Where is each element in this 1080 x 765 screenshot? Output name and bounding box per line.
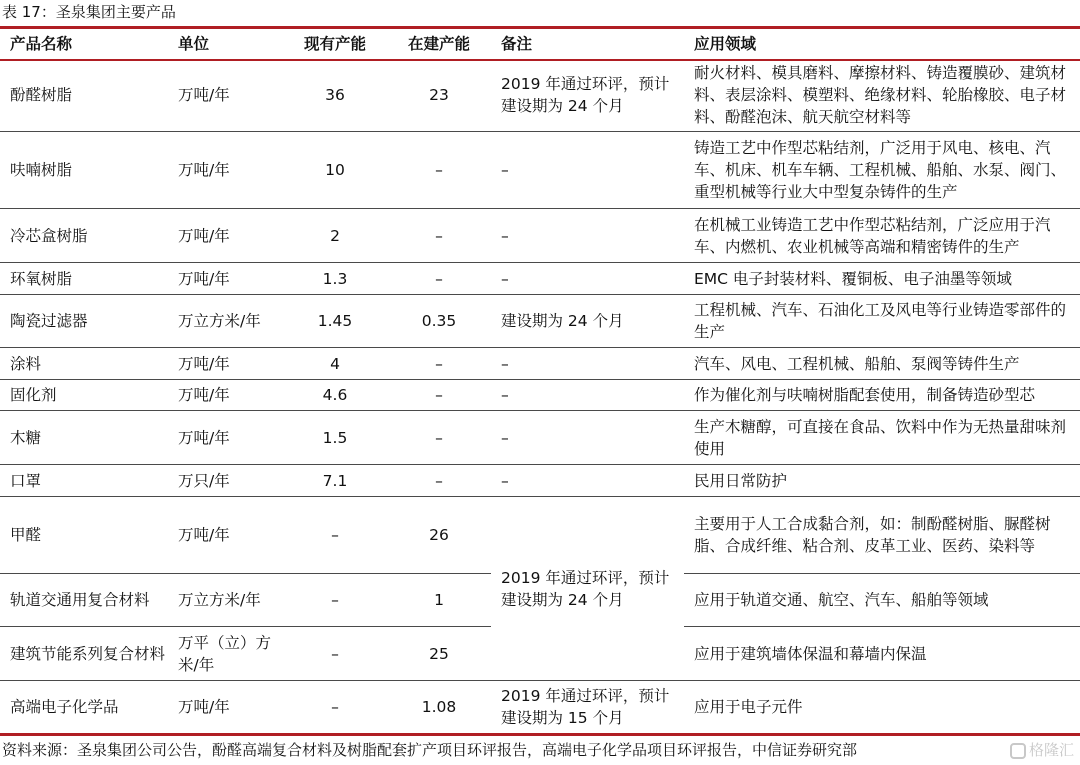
table-row bbox=[0, 348, 1080, 380]
cell-building: 1.08 bbox=[421, 697, 457, 716]
cell-building: – bbox=[387, 263, 491, 295]
table-row bbox=[0, 411, 1080, 465]
header-building-capacity: 在建产能 bbox=[407, 35, 470, 53]
cell-current: 1.45 bbox=[283, 295, 387, 348]
watermark-text: 格隆汇 bbox=[1028, 741, 1074, 759]
cell-current: – bbox=[331, 697, 339, 716]
cell-building: 26 bbox=[387, 497, 491, 574]
cell-note: 建设期为 24 个月 bbox=[491, 295, 684, 348]
cell-building: 0.35 bbox=[387, 295, 491, 348]
cell-building: 23 bbox=[387, 59, 491, 132]
cell-note: – bbox=[491, 348, 684, 380]
cell-note: – bbox=[491, 132, 684, 209]
cell-unit: 万平（立）方米/年 bbox=[168, 627, 283, 681]
cell-unit: 万吨/年 bbox=[168, 209, 283, 263]
cell-name: 固化剂 bbox=[0, 380, 168, 411]
bottom-rule bbox=[0, 733, 1080, 736]
cell-note: – bbox=[491, 411, 684, 465]
cell-note: – bbox=[491, 263, 684, 295]
cell-building: 1 bbox=[387, 574, 491, 627]
cell-note: 2019 年通过环评，预计建设期为 24 个月 bbox=[491, 59, 684, 132]
cell-building: – bbox=[387, 209, 491, 263]
cell-building: – bbox=[387, 348, 491, 380]
cell-name: 建筑节能系列复合材料 bbox=[0, 627, 168, 681]
cell-application: 汽车、风电、工程机械、船舶、泵阀等铸件生产 bbox=[684, 348, 1080, 380]
header-row bbox=[0, 29, 1080, 59]
cell-application: 主要用于人工合成黏合剂，如：制酚醛树脂、脲醛树脂、合成纤维、粘合剂、皮革工业、医药、染料等 bbox=[684, 497, 1080, 574]
table-row bbox=[0, 380, 1080, 411]
cell-unit: 万吨/年 bbox=[178, 697, 230, 716]
cell-application: 工程机械、汽车、石油化工及风电等行业铸造零部件的生产 bbox=[684, 295, 1080, 348]
cell-unit: 万立方米/年 bbox=[168, 574, 283, 627]
header-unit: 单位 bbox=[178, 35, 210, 53]
header-current-capacity: 现有产能 bbox=[303, 35, 366, 53]
table-row bbox=[0, 209, 1080, 263]
products-table bbox=[0, 29, 1080, 732]
header-name: 产品名称 bbox=[10, 35, 73, 53]
cell-current: 4 bbox=[283, 348, 387, 380]
cell-name: 甲醛 bbox=[0, 497, 168, 574]
cell-name: 轨道交通用复合材料 bbox=[0, 574, 168, 627]
cell-application: 在机械工业铸造工艺中作型芯粘结剂，广泛应用于汽车、内燃机、农业机械等高端和精密铸件的生产 bbox=[684, 209, 1080, 263]
cell-application: 生产木糖醇，可直接在食品、饮料中作为无热量甜味剂使用 bbox=[684, 411, 1080, 465]
cell-name: 高端电子化学品 bbox=[10, 697, 119, 716]
cell-building: – bbox=[387, 132, 491, 209]
cell-name: 涂料 bbox=[0, 348, 168, 380]
table-row bbox=[0, 681, 1080, 733]
cell-note: 2019 年通过环评，预计建设期为 15 个月 bbox=[501, 686, 670, 727]
cell-current: 4.6 bbox=[283, 380, 387, 411]
watermark bbox=[1010, 738, 1074, 762]
table-row bbox=[0, 295, 1080, 348]
cell-current: 1.5 bbox=[283, 411, 387, 465]
cell-note: – bbox=[491, 209, 684, 263]
watermark-logo-icon bbox=[1010, 743, 1026, 759]
cell-current: 2 bbox=[283, 209, 387, 263]
table-caption: 表 17：圣泉集团主要产品 bbox=[2, 3, 176, 21]
cell-current: 7.1 bbox=[283, 465, 387, 497]
cell-name: 冷芯盒树脂 bbox=[0, 209, 168, 263]
cell-application: 应用于建筑墙体保温和幕墙内保温 bbox=[684, 627, 1080, 681]
cell-application: 应用于电子元件 bbox=[694, 697, 803, 716]
cell-building: – bbox=[387, 380, 491, 411]
cell-current: 36 bbox=[283, 59, 387, 132]
cell-unit: 万立方米/年 bbox=[168, 295, 283, 348]
cell-unit: 万吨/年 bbox=[168, 348, 283, 380]
cell-unit: 万吨/年 bbox=[168, 380, 283, 411]
cell-current: 10 bbox=[283, 132, 387, 209]
cell-note: – bbox=[491, 380, 684, 411]
cell-building: – bbox=[387, 465, 491, 497]
cell-note: – bbox=[491, 465, 684, 497]
cell-name: 陶瓷过滤器 bbox=[0, 295, 168, 348]
cell-current: 1.3 bbox=[283, 263, 387, 295]
cell-name: 呋喃树脂 bbox=[0, 132, 168, 209]
cell-current: – bbox=[283, 627, 387, 681]
cell-name: 环氧树脂 bbox=[0, 263, 168, 295]
cell-unit: 万吨/年 bbox=[168, 497, 283, 574]
table-row bbox=[0, 497, 1080, 574]
cell-unit: 万吨/年 bbox=[168, 132, 283, 209]
table-row bbox=[0, 132, 1080, 209]
cell-name: 酚醛树脂 bbox=[0, 59, 168, 132]
header-note: 备注 bbox=[501, 35, 533, 53]
cell-note-merged: 2019 年通过环评，预计建设期为 24 个月 bbox=[491, 497, 684, 681]
cell-unit: 万吨/年 bbox=[168, 59, 283, 132]
cell-application: 铸造工艺中作型芯粘结剂，广泛用于风电、核电、汽车、机床、机车车辆、工程机械、船舶、水泵、阀门、重型机械等行业大中型复杂铸件的生产 bbox=[684, 132, 1080, 209]
table-row bbox=[0, 465, 1080, 497]
table-row bbox=[0, 263, 1080, 295]
table-row bbox=[0, 59, 1080, 132]
cell-unit: 万吨/年 bbox=[168, 411, 283, 465]
cell-building: 25 bbox=[387, 627, 491, 681]
cell-unit: 万只/年 bbox=[168, 465, 283, 497]
cell-name: 口罩 bbox=[0, 465, 168, 497]
cell-building: – bbox=[387, 411, 491, 465]
cell-current: – bbox=[283, 497, 387, 574]
cell-current: – bbox=[283, 574, 387, 627]
cell-application: 应用于轨道交通、航空、汽车、船舶等领域 bbox=[684, 574, 1080, 627]
cell-name: 木糖 bbox=[0, 411, 168, 465]
cell-application: 民用日常防护 bbox=[684, 465, 1080, 497]
cell-application: EMC 电子封装材料、覆铜板、电子油墨等领域 bbox=[684, 263, 1080, 295]
cell-unit: 万吨/年 bbox=[168, 263, 283, 295]
source-note: 资料来源：圣泉集团公司公告，酚醛高端复合材料及树脂配套扩产项目环评报告，高端电子化学品项目环评报告，中信证券研究部 bbox=[2, 741, 858, 759]
cell-application: 作为催化剂与呋喃树脂配套使用，制备铸造砂型芯 bbox=[684, 380, 1080, 411]
cell-application: 耐火材料、模具磨料、摩擦材料、铸造覆膜砂、建筑材料、表层涂料、模塑料、绝缘材料、轮胎橡胶、电子材料、酚醛泡沫、航天航空材料等 bbox=[684, 59, 1080, 132]
header-application: 应用领域 bbox=[694, 35, 757, 53]
